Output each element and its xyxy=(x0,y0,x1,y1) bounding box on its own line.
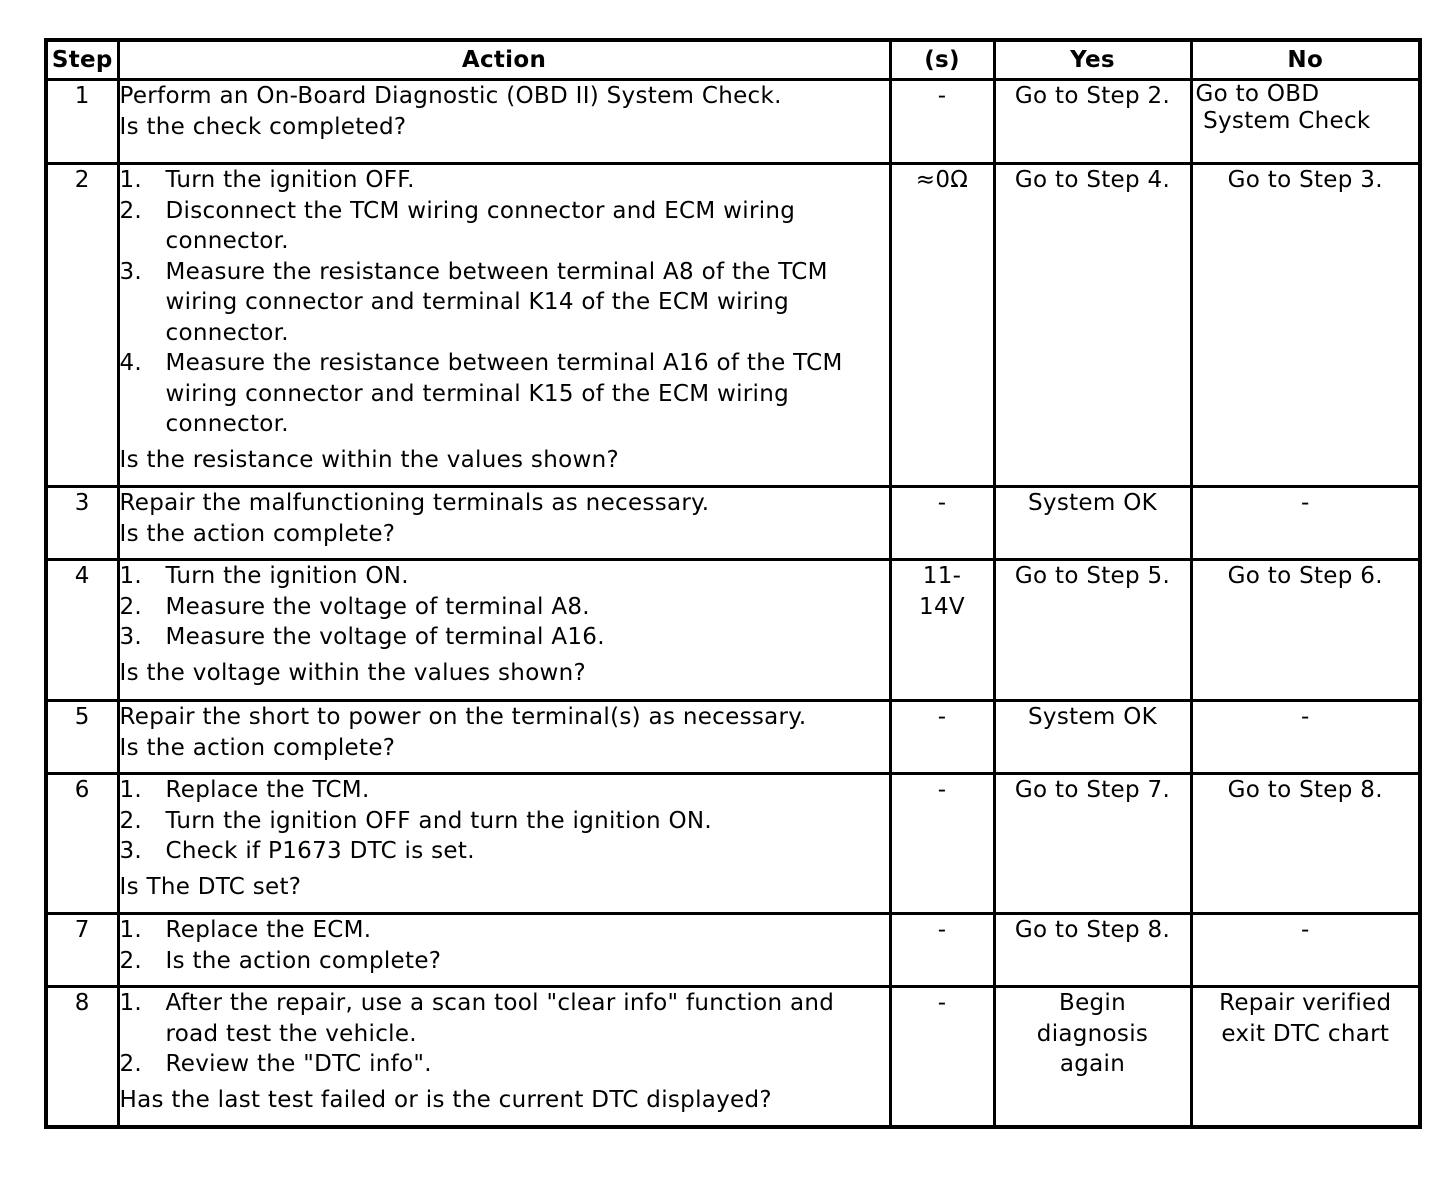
action-cell xyxy=(118,701,890,774)
step-number: 7 xyxy=(46,914,118,987)
header-row xyxy=(46,40,1420,80)
procedure-text: Measure the resistance between terminal A8 of the TCM wiring connector and terminal K14 of the ECM wiring connector. xyxy=(165,258,828,346)
no-text-line: Go to OBD xyxy=(1195,81,1320,107)
step-number: 5 xyxy=(46,701,118,774)
value-cell: - xyxy=(890,914,994,987)
yes-cell: Go to Step 4. xyxy=(994,164,1191,487)
procedure-text: Measure the resistance between terminal A16 of the TCM wiring connector and terminal K15 of the ECM wiring connector. xyxy=(165,350,843,437)
procedure-list xyxy=(120,165,889,440)
procedure-item xyxy=(120,561,889,592)
no-cell xyxy=(1191,987,1420,1127)
header-no: No xyxy=(1191,40,1420,80)
procedure-number: 1. xyxy=(119,777,143,803)
procedure-item xyxy=(120,946,889,977)
action-cell xyxy=(118,80,890,164)
step-number: 8 xyxy=(46,987,118,1127)
step-number: 6 xyxy=(46,774,118,914)
table-row-step-1 xyxy=(46,80,1420,164)
procedure-number: 4. xyxy=(119,350,143,376)
procedure-item xyxy=(120,348,889,440)
procedure-text: Turn the ignition ON. xyxy=(165,563,409,589)
procedure-item xyxy=(120,836,889,867)
procedure-number: 2. xyxy=(119,947,143,974)
action-cell xyxy=(118,774,890,914)
yes-text-line: again xyxy=(1059,1051,1126,1077)
procedure-item xyxy=(120,622,889,653)
value-cell: - xyxy=(890,774,994,914)
procedure-text: Check if P1673 DTC is set. xyxy=(165,838,475,864)
yes-cell: Go to Step 8. xyxy=(994,914,1191,987)
procedure-item xyxy=(120,1049,889,1080)
procedure-number: 3. xyxy=(119,258,143,285)
action-cell xyxy=(118,914,890,987)
action-text: Perform an On-Board Diagnostic (OBD II) System Check. xyxy=(119,83,782,109)
action-cell xyxy=(118,987,890,1127)
no-cell: Go to Step 8. xyxy=(1191,774,1420,914)
value-text-line: 11- xyxy=(922,563,962,589)
question-text: Is the voltage within the values shown? xyxy=(119,659,587,686)
procedure-item xyxy=(120,915,889,946)
yes-text-line: Begin xyxy=(1059,990,1126,1016)
procedure-list xyxy=(120,988,889,1080)
table-row-step-5 xyxy=(46,701,1420,774)
procedure-number: 3. xyxy=(119,624,143,650)
no-text-line: exit DTC chart xyxy=(1221,1020,1390,1047)
yes-cell: System OK xyxy=(994,487,1191,560)
value-text-line: 14V xyxy=(919,593,965,620)
table-row-step-3 xyxy=(46,487,1420,560)
value-cell: - xyxy=(890,487,994,560)
value-cell: ≈0Ω xyxy=(890,164,994,487)
header-action: Action xyxy=(118,40,890,80)
yes-cell: Go to Step 5. xyxy=(994,560,1191,701)
value-cell xyxy=(890,560,994,701)
question-text: Is the action complete? xyxy=(119,734,396,761)
procedure-item xyxy=(120,257,889,349)
procedure-item xyxy=(120,806,889,837)
action-cell xyxy=(118,560,890,701)
step-number: 2 xyxy=(46,164,118,487)
no-cell: Go to Step 3. xyxy=(1191,164,1420,487)
header-step: Step xyxy=(46,40,118,80)
procedure-number: 2. xyxy=(119,197,143,224)
table-row-step-7 xyxy=(46,914,1420,987)
yes-cell: Go to Step 7. xyxy=(994,774,1191,914)
value-cell: - xyxy=(890,701,994,774)
no-cell: - xyxy=(1191,914,1420,987)
no-text-line: System Check xyxy=(1195,108,1371,134)
table-row-step-6 xyxy=(46,774,1420,914)
header-yes: Yes xyxy=(994,40,1191,80)
yes-cell: System OK xyxy=(994,701,1191,774)
action-cell xyxy=(118,164,890,487)
step-number: 1 xyxy=(46,80,118,164)
table-row-step-4 xyxy=(46,560,1420,701)
yes-cell xyxy=(994,987,1191,1127)
procedure-number: 1. xyxy=(119,917,143,943)
procedure-number: 2. xyxy=(119,593,143,620)
no-cell: - xyxy=(1191,701,1420,774)
procedure-item xyxy=(120,775,889,806)
no-text-line: Repair verified xyxy=(1219,990,1392,1016)
step-number: 4 xyxy=(46,560,118,701)
procedure-number: 3. xyxy=(119,838,143,864)
procedure-text: Measure the voltage of terminal A16. xyxy=(165,624,605,650)
yes-text-line: diagnosis xyxy=(1036,1020,1149,1047)
procedure-text: Disconnect the TCM wiring connector and ECM wiring connector. xyxy=(165,197,796,254)
no-cell: Go to Step 6. xyxy=(1191,560,1420,701)
procedure-number: 1. xyxy=(119,167,143,193)
procedure-text: Measure the voltage of terminal A8. xyxy=(165,593,590,620)
question-text: Is The DTC set? xyxy=(119,873,302,900)
procedure-number: 2. xyxy=(119,807,143,834)
action-text: Repair the short to power on the terminal(s) as necessary. xyxy=(119,704,807,730)
action-text: Repair the malfunctioning terminals as necessary. xyxy=(119,490,710,516)
question-text: Has the last test failed or is the current DTC displayed? xyxy=(119,1086,772,1113)
procedure-list xyxy=(120,915,889,976)
diagnostic-table xyxy=(44,38,1422,1129)
procedure-text: Replace the TCM. xyxy=(165,777,370,803)
procedure-text: After the repair, use a scan tool "clear info" function and road test the vehicle. xyxy=(165,990,835,1047)
procedure-number: 2. xyxy=(119,1051,143,1077)
step-number: 3 xyxy=(46,487,118,560)
procedure-list xyxy=(120,561,889,653)
no-cell: - xyxy=(1191,487,1420,560)
yes-cell: Go to Step 2. xyxy=(994,80,1191,164)
procedure-text: Replace the ECM. xyxy=(165,917,372,943)
procedure-list xyxy=(120,775,889,867)
action-cell xyxy=(118,487,890,560)
no-cell xyxy=(1191,80,1420,164)
table-row-step-8 xyxy=(46,987,1420,1127)
procedure-item xyxy=(120,592,889,623)
question-text: Is the resistance within the values shown? xyxy=(119,446,619,473)
procedure-text: Is the action complete? xyxy=(165,947,442,974)
procedure-text: Turn the ignition OFF and turn the ignition ON. xyxy=(165,807,713,834)
procedure-number: 1. xyxy=(119,563,143,589)
question-text: Is the action complete? xyxy=(119,520,396,547)
procedure-number: 1. xyxy=(119,990,143,1016)
procedure-text: Turn the ignition OFF. xyxy=(165,167,415,193)
table-row-step-2 xyxy=(46,164,1420,487)
value-cell: - xyxy=(890,80,994,164)
value-cell: - xyxy=(890,987,994,1127)
procedure-item xyxy=(120,196,889,257)
procedure-item xyxy=(120,165,889,196)
procedure-text: Review the "DTC info". xyxy=(165,1051,432,1077)
procedure-item xyxy=(120,988,889,1049)
question-text: Is the check completed? xyxy=(119,113,407,140)
header-values: (s) xyxy=(890,40,994,80)
